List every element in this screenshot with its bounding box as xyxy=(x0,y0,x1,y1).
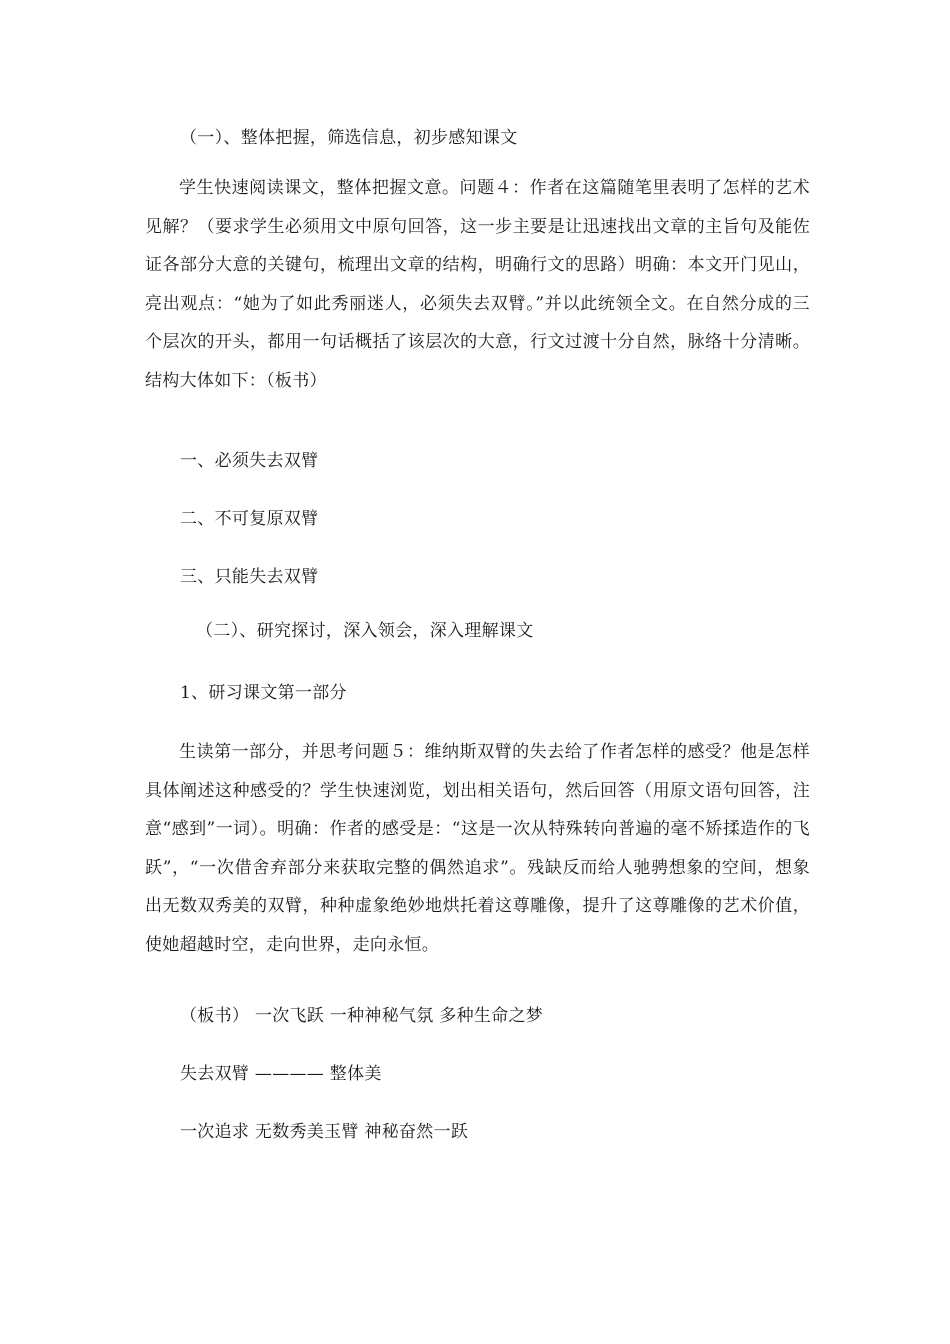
board-line-2: 失去双臂 ———— 整体美 xyxy=(180,1064,382,1084)
paragraph-overview: 学生快速阅读课文，整体把握文意。问题４：作者在这篇随笔里表明了怎样的艺术见解？（要求学生必须用文中原句回答，这一步主要是让迅速找出文章的主旨句及能佐证各部分大意的关键句，梳理出文章的结构，明确行文的思路）明确：本文开门见山，亮出观点：“她为了如此秀丽迷人，必须失去双臂。”并以此统领全文。在自然分成的三个层次的开头，都用一句话概括了该层次的大意，行文过渡十分自然，脉络十分清晰。结构大体如下：（板书） xyxy=(145,178,810,391)
outline-item-1: 一、必须失去双臂 xyxy=(180,451,319,471)
outline-item-3: 三、只能失去双臂 xyxy=(180,567,319,587)
board-line-1: （板书） 一次飞跃 一种神秘气氛 多种生命之梦 xyxy=(180,1006,544,1026)
subsection-heading: 1、研习课文第一部分 xyxy=(180,683,347,703)
paragraph-part-one: 生读第一部分，并思考问题５：维纳斯双臂的失去给了作者怎样的感受？他是怎样具体阐述这种感受的？学生快速浏览，划出相关语句，然后回答（用原文语句回答，注意“感到”一词）。明确：作者的感受是：“这是一次从特殊转向普遍的毫不矫揉造作的飞跃”，“一次借舍弃部分来获取完整的偶然追求”。残缺反而给人驰骋想象的空间，想象出无数双秀美的双臂，种种虚象绝妙地烘托着这尊雕像，提升了这尊雕像的艺术价值，使她超越时空，走向世界，走向永恒。 xyxy=(145,742,810,955)
outline-item-2: 二、不可复原双臂 xyxy=(180,509,319,529)
board-line-3: 一次追求 无数秀美玉臂 神秘奋然一跃 xyxy=(180,1122,469,1142)
section-heading-1: （一）、整体把握，筛选信息，初步感知课文 xyxy=(180,128,518,148)
section-heading-2: （二）、研究探讨，深入领会，深入理解课文 xyxy=(196,621,534,641)
